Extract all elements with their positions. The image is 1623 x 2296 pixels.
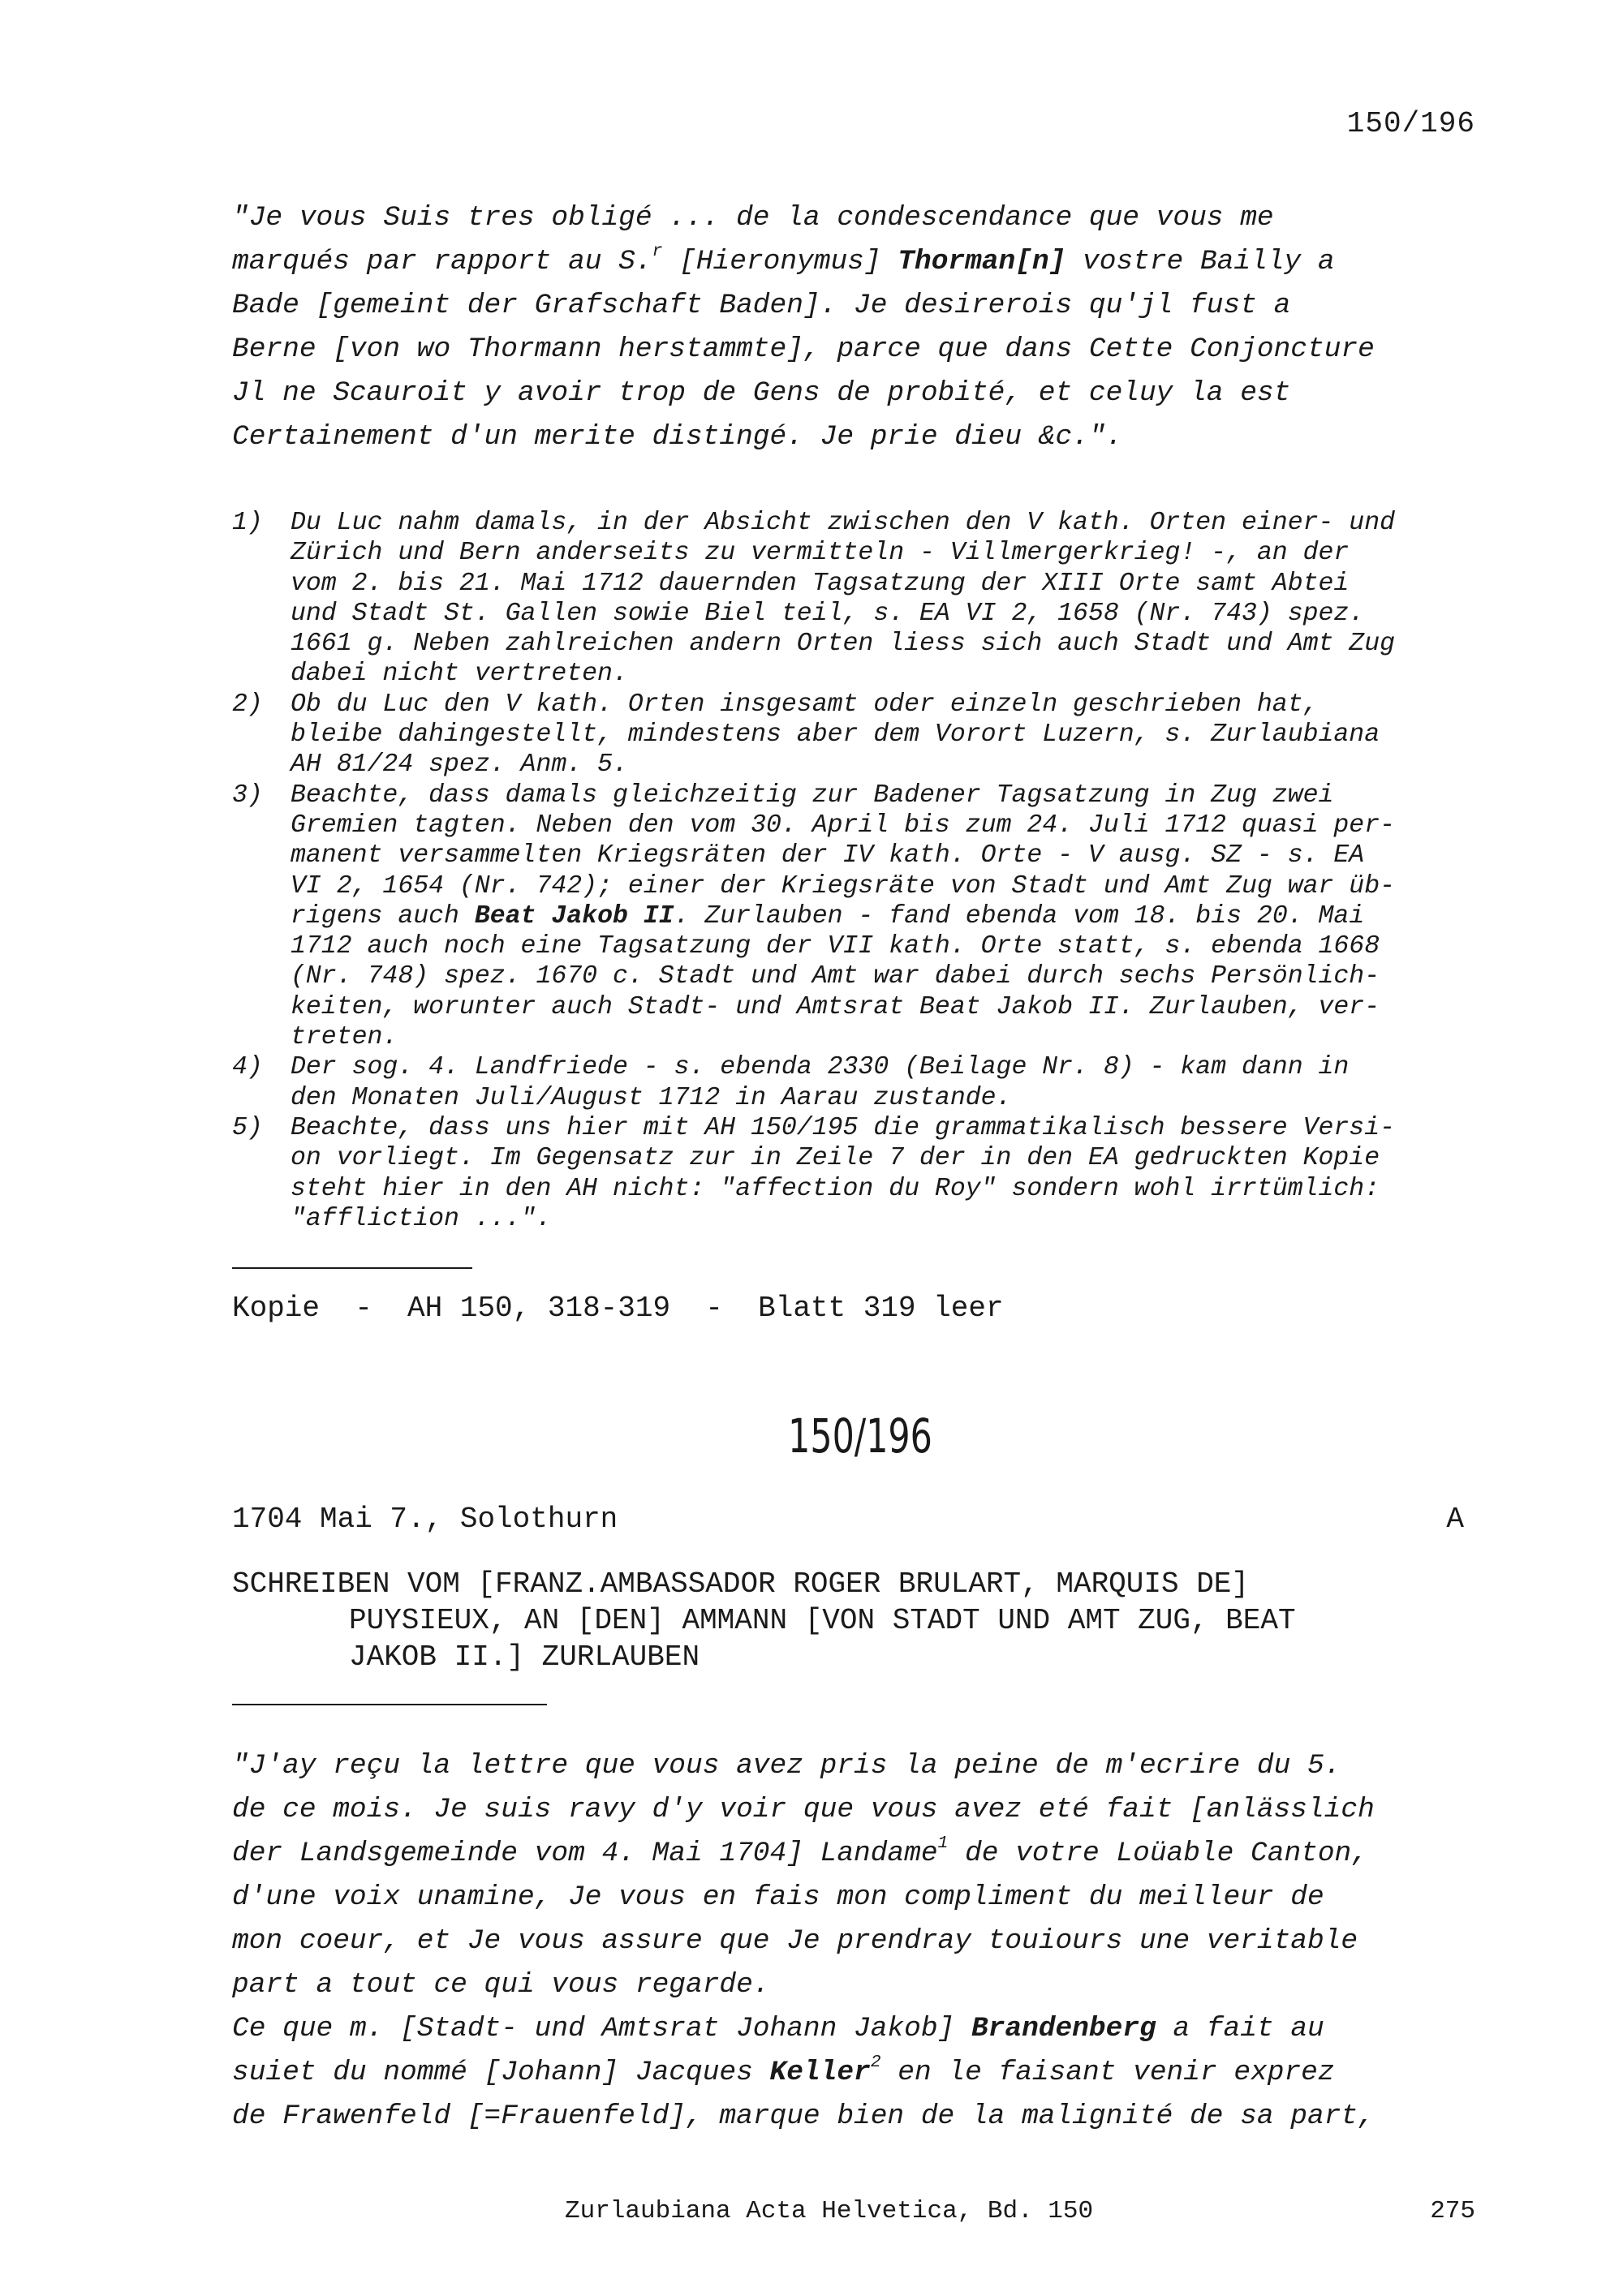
quote-line: Certainement d'un merite distingé. Je prie dieu &c.". — [232, 421, 1123, 453]
quote-line: part a tout ce qui vous regarde. — [232, 1969, 770, 2001]
footnote-number: 1) — [232, 509, 263, 537]
quote-line: Berne [von wo Thormann herstammte], parce que dans Cette Conjoncture — [232, 333, 1375, 365]
footnote-ref: 1 — [937, 1833, 949, 1853]
quote-line: suiet du nommé [Johann] Jacques Keller$^2$ en le faisant venir exprez — [232, 2052, 1335, 2088]
document-title: SCHREIBEN VOM [FRANZ.AMBASSADOR ROGER BRULART, MARQUIS DE] PUYSIEUX, AN [DEN] AMMANN [VON STADT UND AMT ZUG, BEAT JAKOB II.] ZURLAUBEN — [232, 1567, 1296, 1674]
footnote-ref: 2 — [870, 2052, 881, 2072]
footnote-2: 2) Ob du Luc den V kath. Orten insgesamt oder einzeln geschrieben hat, bleibe dahingestellt, mindestens aber dem Vorort Luzern, s. Zurlaubiana AH 81/24 spez. Anm. 5. — [232, 690, 1380, 780]
quote-line: de ce mois. Je suis ravy d'y voir que vous avez eté fait [anlässlich — [232, 1794, 1375, 1825]
superscript: r — [652, 241, 663, 261]
quote-line: marqués par rapport au S.$^r$ [Hieronymus] Thorman[n] vostre Bailly a — [232, 241, 1335, 277]
bold-name: Keller — [769, 2057, 871, 2088]
footnote-5: 5) Beachte, dass uns hier mit AH 150/195 die grammatikalisch bessere Versi- on vorliegt. Im Gegensatz zur in Zeile 7 der in den EA gedruckten Kopie steht hier in den AH nicht: "affection du Roy" sondern wohl irrtümlich: "affliction ...". — [232, 1113, 1396, 1233]
quote-line: d'une voix unamine, Je vous en fais mon compliment du meilleur de — [232, 1881, 1324, 1913]
footnote-number: 3) — [232, 780, 263, 810]
quote-line: Ce que m. [Stadt- und Amtsrat Johann Jakob] Brandenberg a fait au — [232, 2013, 1324, 2044]
bold-name: Beat Jakob II — [474, 901, 674, 931]
document-number: 150/196 — [788, 1408, 932, 1464]
divider-rule — [232, 1704, 547, 1705]
page-number: 275 — [1430, 2197, 1475, 2225]
quote-line: Bade [gemeint der Grafschaft Baden]. Je desirerois qu'jl fust a — [232, 290, 1291, 321]
quote-line: "Je vous Suis tres obligé ... de la condescendance que vous me — [232, 202, 1274, 234]
quote-line: mon coeur, et Je vous assure que Je prendray touiours une veritable — [232, 1925, 1358, 1957]
footnote-3: 3) Beachte, dass damals gleichzeitig zur Badener Tagsatzung in Zug zwei Gremien tagten. Neben den vom 30. April bis zum 24. Juli 1712 quasi per- manent versammelten Kriegsräten der IV kath. Orte - V ausg. SZ - s. EA VI 2, 1654 (Nr. 742); einer der Kriegsräte von Stadt und Amt Zug war üb- rigens auch Beat Jakob II. Zurlauben - fand ebenda vom 18. bis 20. Mai 1712 auch noch eine Tagsatzung der VII kath. Orte statt, s. ebenda 1668 (Nr. 748) spez. 1670 c. Stadt und Amt war dabei durch sechs Persönlich- keiten, worunter auch Stadt- und Amtsrat Beat Jakob II. Zurlauben, ver- treten. — [232, 780, 1396, 1052]
document-type: A — [1446, 1503, 1464, 1536]
quote-block-1 — [232, 196, 1498, 459]
quote-line: de Frawenfeld [=Frauenfeld], marque bien de la malignité de sa part, — [232, 2100, 1375, 2132]
footnote-number: 5) — [232, 1113, 263, 1142]
quote-line: der Landsgemeinde vom 4. Mai 1704] Landame$^1$ de votre Loüable Canton, — [232, 1833, 1368, 1869]
divider-rule — [232, 1267, 472, 1269]
bold-name: Brandenberg — [971, 2013, 1156, 2044]
footnote-4: 4) Der sog. 4. Landfriede - s. ebenda 2330 (Beilage Nr. 8) - kam dann in den Monaten Juli/August 1712 in Aarau zustande. — [232, 1053, 1350, 1112]
footnote-number: 2) — [232, 690, 263, 719]
footnote-1: 1) Du Luc nahm damals, in der Absicht zwischen den V kath. Orten einer- und Zürich und Bern anderseits zu vermitteln - Villmergerkrieg! -, an der vom 2. bis 21. Mai 1712 dauernden Tagsatzung der XIII Orte samt Abtei und Stadt St. Gallen sowie Biel teil, s. EA VI 2, 1658 (Nr. 743) spez. 1661 g. Neben zahlreichen andern Orten liess sich auch Stadt und Amt Zug dabei nicht vertreten. — [232, 509, 1396, 689]
footer-title: Zurlaubiana Acta Helvetica, Bd. 150 — [565, 2197, 1094, 2225]
quote-line: Jl ne Scauroit y avoir trop de Gens de probité, et celuy la est — [232, 377, 1291, 409]
page-reference: 150/196 — [1346, 107, 1475, 140]
footnotes — [232, 508, 1498, 1234]
footnote-number: 4) — [232, 1053, 263, 1082]
source-line: Kopie - AH 150, 318-319 - Blatt 319 leer — [232, 1292, 1004, 1325]
bold-name: Thorman[n] — [898, 246, 1066, 277]
quote-block-2 — [232, 1744, 1498, 2139]
document-date-place: 1704 Mai 7., Solothurn — [232, 1503, 618, 1536]
quote-line: "J'ay reçu la lettre que vous avez pris la peine de m'ecrire du 5. — [232, 1750, 1341, 1782]
